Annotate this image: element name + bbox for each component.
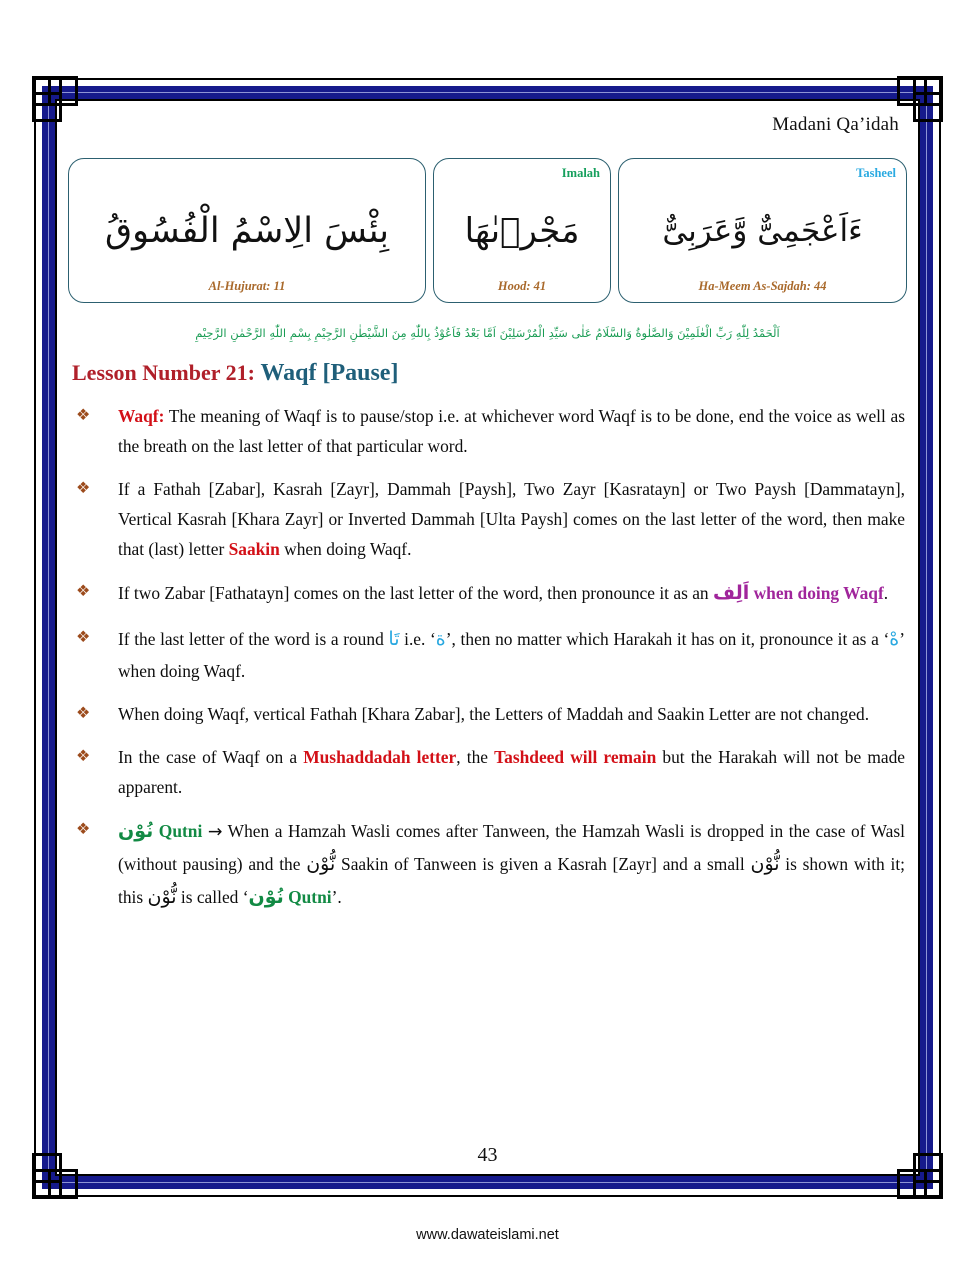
example-box-reference: Al-Hujurat: 11 — [208, 279, 286, 293]
footer-website-url: www.dawateislami.net — [416, 1227, 559, 1243]
rule-text-part1: If a Fathah [Zabar], Kasrah [Zayr], Dammah [Paysh], Two Zayr [Kasratayn] or Two Paysh [Dammatayn], Vertical Kasrah [Khara Zayr] or Inverted Dammah [Ulta Paysh] comes on the last letter of the word, then make that (last) letter — [118, 478, 905, 560]
arabic-noon-1: نُّوْن — [306, 853, 336, 876]
arabic-round-ta: تَا — [388, 628, 400, 651]
list-item — [68, 577, 907, 610]
list-item — [68, 623, 907, 686]
rule-text-part2: , the — [456, 747, 495, 768]
running-header-title: Madani Qa’idah — [772, 114, 899, 135]
rule-text-part1: If the last letter of the word is a round — [118, 629, 389, 650]
rule-lead-waqf: Waqf: — [118, 405, 165, 426]
example-boxes-row — [68, 158, 907, 303]
rule-text-part3: but the Harakah will not be made apparent. — [118, 747, 906, 798]
diamond-bullet-icon: ❖ — [76, 406, 91, 424]
rule-text-part5: ’. — [331, 887, 342, 908]
list-item — [68, 401, 907, 461]
rule-text-part3: ’, then no matter which Harakah it has on it, pronounce it as a ‘ — [445, 629, 890, 650]
rule-text: The meaning of Waqf is to pause/stop i.e. at whichever word Waqf is to be done, end the voice as well as the breath on the last letter of that particular word. — [118, 405, 905, 456]
rule-emphasis-when-doing-waqf: when doing Waqf — [749, 583, 884, 604]
arabic-noon-2: نُّوْن — [750, 853, 780, 876]
diamond-bullet-icon: ❖ — [76, 705, 91, 723]
arabic-noon-qutni-label: نُوْن — [118, 820, 154, 843]
rule-text-part2: . — [883, 583, 889, 604]
example-box-tag-imalah: Imalah — [561, 166, 600, 180]
arabic-noon-qutni-label-2: نُوْن — [248, 886, 284, 909]
lesson-number-label: Lesson Number 21: — [72, 360, 255, 386]
rule-text-part1: If two Zabar [Fathatayn] comes on the last letter of the word, then pronounce it as an — [118, 583, 713, 604]
diamond-bullet-icon: ❖ — [76, 821, 91, 839]
example-box-tag-empty — [79, 167, 415, 183]
arabic-alif: اَلِف — [712, 582, 750, 605]
page-number: 43 — [477, 1144, 498, 1166]
rule-text-part4: ’ when doing Waqf. — [118, 629, 905, 681]
arabic-noon-3: نُّوْن — [147, 886, 177, 909]
arabic-ha-saakin: هْ — [889, 628, 900, 651]
rule-label-qutni-2: Qutni — [283, 887, 332, 908]
praise-and-basmala-line: اَلْحَمْدُ لِلّٰهِ رَبِّ الْعٰلَمِيْنَ وَالصَّلٰوةُ وَالسَّلَامُ عَلٰى سَيِّدِ الْمُرْسَلِيْنَ اَمَّا بَعْدُ فَاَعُوْذُ بِاللّٰهِ مِنَ الشَّيْطٰنِ الرَّجِيْمِ بِسْمِ اللّٰهِ الرَّحْمٰنِ الرَّحِيْمِ — [195, 326, 780, 340]
list-item — [68, 474, 907, 564]
example-box-reference: Hood: 41 — [497, 279, 547, 293]
list-item — [68, 699, 907, 729]
diamond-bullet-icon: ❖ — [76, 748, 91, 766]
rule-emphasis-mushaddadah-letter: Mushaddadah letter — [303, 747, 457, 768]
lesson-title — [72, 360, 907, 386]
rule-text: When doing Waqf, vertical Fathah [Khara Zabar], the Letters of Maddah and Saakin Letter are not changed. — [118, 704, 870, 725]
rule-text-part2: i.e. ‘ — [399, 629, 436, 650]
rule-emphasis-tashdeed-will-remain: Tashdeed will remain — [494, 747, 657, 768]
rule-label-qutni: Qutni — [153, 821, 203, 842]
example-box-arabic-text: بِئْسَ الِاسْمُ الْفُسُوقُ — [104, 210, 390, 251]
diamond-bullet-icon: ❖ — [76, 479, 91, 497]
example-box-reference: Ha-Meem As-Sajdah: 44 — [698, 279, 827, 293]
example-box-tasheel — [618, 158, 907, 303]
example-box-tag-tasheel: Tasheel — [856, 166, 896, 180]
lesson-rules-list — [68, 401, 907, 914]
list-item — [68, 815, 907, 914]
example-box-arabic-text: مَجْرٖىٰهَا — [464, 210, 580, 251]
rule-text-part1: In the case of Waqf on a — [118, 747, 304, 768]
example-box-imalah — [433, 158, 611, 303]
diamond-bullet-icon: ❖ — [76, 629, 91, 647]
rule-text-part1: When a Hamzah Wasli comes after Tanween, the Hamzah Wasli is dropped in the case of Wasl (without pausing) and the — [118, 821, 906, 875]
rule-text-part4: is called ‘ — [176, 887, 249, 908]
example-box-arabic-text: ءَاَعْجَمِىٌّ وَّعَرَبِىٌّ — [662, 212, 863, 249]
rule-text-part2: when doing Waqf. — [279, 539, 412, 560]
lesson-topic-label: Waqf [Pause] — [260, 360, 399, 387]
example-box-al-hujurat — [68, 158, 426, 303]
rule-text-part3: is shown with it; this — [118, 854, 905, 908]
rule-emphasis-saakin: Saakin — [228, 539, 280, 560]
arrow-icon: → — [207, 822, 223, 843]
page-content — [68, 108, 907, 1166]
diamond-bullet-icon: ❖ — [76, 583, 91, 601]
arabic-ta-marbuta: ة — [435, 628, 446, 651]
list-item — [68, 742, 907, 802]
rule-text-part2: Saakin of Tanween is given a Kasrah [Zayr] and a small — [335, 854, 751, 875]
